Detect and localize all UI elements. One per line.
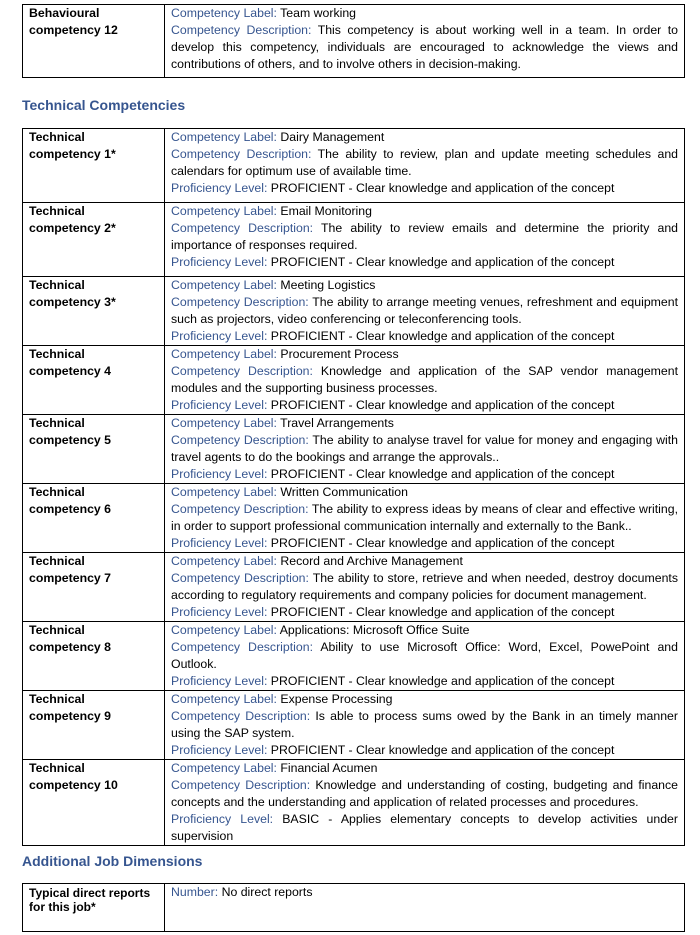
competency-name: Behavioural competency 12 [23,5,165,78]
proficiency-level-line [171,180,678,197]
competency-label-line [171,691,678,708]
description-key: Competency Description: [171,640,313,654]
proficiency-key: Proficiency Level: [171,674,268,688]
competency-description-value: The ability to express ideas by means of clear and effective writing, in order to support professional communication internally and externally to the Bank.. [171,502,679,533]
dimension-details [165,884,685,932]
proficiency-key: Proficiency Level: [171,605,268,619]
competency-description-line [171,220,678,254]
proficiency-level-value: PROFICIENT - Clear knowledge and application of the concept [270,329,615,343]
competency-name: Technical competency 10 [23,760,165,846]
proficiency-level-line [171,604,678,621]
description-key: Competency Description: [171,23,312,37]
competency-label-value: Meeting Logistics [280,278,376,292]
competency-details [165,760,685,846]
proficiency-key: Proficiency Level: [171,181,268,195]
competency-description-value: The ability to store, retrieve and when needed, destroy documents according to regulatory requirements and company policies for document management. [171,571,678,602]
competency-label-line [171,346,678,363]
label-key: Competency Label: [171,204,277,218]
technical-competencies-heading: Technical Competencies [22,97,186,113]
label-key: Competency Label: [171,554,277,568]
table-row [23,760,685,846]
behavioural-competency-table [22,4,685,78]
proficiency-level-line [171,811,678,845]
description-key: Competency Description: [171,571,309,585]
competency-label-value: Procurement Process [280,347,399,361]
competency-details [165,553,685,622]
technical-competencies-table [22,128,685,846]
table-row [23,129,685,203]
competency-details [165,691,685,760]
competency-description-value: This competency is about working well in a team. In order to develop this competency, individuals are encouraged to acknowledge the views and contributions of others, and to involve others in decision-making. [171,23,678,71]
competency-description-value: Ability to use Microsoft Office: Word, Excel, PowePoint and Outlook. [171,640,678,671]
description-key: Competency Description: [171,147,312,161]
competency-name: Technical competency 7 [23,553,165,622]
description-key: Competency Description: [171,433,309,447]
proficiency-key: Proficiency Level: [171,329,268,343]
label-key: Competency Label: [171,278,277,292]
competency-details [165,622,685,691]
competency-details [165,203,685,277]
proficiency-level-value: PROFICIENT - Clear knowledge and application of the concept [270,536,615,550]
description-key: Competency Description: [171,502,309,516]
competency-description-value: Knowledge and understanding of costing, budgeting and finance concepts and the understanding and application of related processes and procedures. [171,778,678,809]
description-key: Competency Description: [171,364,313,378]
competency-details [165,346,685,415]
competency-description-line [171,501,678,535]
competency-name: Technical competency 6 [23,484,165,553]
proficiency-level-value: PROFICIENT - Clear knowledge and application of the concept [270,674,615,688]
table-row [23,622,685,691]
competency-name: Technical competency 4 [23,346,165,415]
competency-label-value: Expense Processing [280,692,393,706]
competency-label-line [171,760,678,777]
competency-label-line [171,203,678,220]
competency-description-line [171,432,678,466]
competency-details [165,484,685,553]
competency-name: Technical competency 2* [23,203,165,277]
proficiency-level-value: PROFICIENT - Clear knowledge and application of the concept [270,467,615,481]
label-key: Competency Label: [171,416,277,430]
proficiency-level-value: BASIC - Applies elementary concepts to develop activities under supervision [171,812,678,843]
table-row [23,346,685,415]
table-row [23,691,685,760]
additional-job-dimensions-heading: Additional Job Dimensions [22,853,203,869]
competency-name: Technical competency 9 [23,691,165,760]
label-key: Competency Label: [171,485,277,499]
proficiency-key: Proficiency Level: [171,812,274,826]
proficiency-key: Proficiency Level: [171,536,268,550]
proficiency-level-line [171,397,678,414]
competency-description-line [171,363,678,397]
table-row [23,553,685,622]
competency-description-line [171,777,678,811]
proficiency-key: Proficiency Level: [171,255,268,269]
competency-description-value: Is able to process sums owed by the Bank in an timely manner using the SAP system. [171,709,678,740]
competency-label-value: Travel Arrangements [280,416,394,430]
description-key: Competency Description: [171,295,309,309]
direct-reports-value: No direct reports [221,885,313,899]
competency-label-value: Applications: Microsoft Office Suite [279,623,470,637]
proficiency-level-line [171,535,678,552]
proficiency-key: Proficiency Level: [171,467,268,481]
proficiency-level-value: PROFICIENT - Clear knowledge and application of the concept [270,255,615,269]
competency-description-value: The ability to review, plan and update meeting schedules and calendars for optimum use of available time. [171,147,678,178]
competency-details [165,277,685,346]
competency-details [165,5,685,78]
proficiency-level-line [171,742,678,759]
competency-label-line [171,129,678,146]
proficiency-level-value: PROFICIENT - Clear knowledge and application of the concept [270,398,615,412]
competency-label-line [171,277,678,294]
competency-name: Technical competency 3* [23,277,165,346]
table-row [23,5,685,78]
competency-label-value: Written Communication [280,485,408,499]
competency-description-line [171,22,678,73]
competency-name: Technical competency 8 [23,622,165,691]
competency-label-value: Record and Archive Management [280,554,463,568]
additional-dimensions-table [22,883,685,932]
table-row [23,277,685,346]
competency-label-value: Team working [280,6,357,20]
competency-description-line [171,708,678,742]
competency-label-line [171,5,678,22]
competency-description-line [171,639,678,673]
proficiency-level-value: PROFICIENT - Clear knowledge and application of the concept [270,181,615,195]
dimension-name: Typical direct reports for this job* [23,884,165,932]
proficiency-level-line [171,254,678,271]
competency-description-line [171,570,678,604]
table-row [23,484,685,553]
competency-label-value: Email Monitoring [280,204,372,218]
competency-description-value: The ability to review emails and determine the priority and importance of responses required. [171,221,679,252]
description-key: Competency Description: [171,778,311,792]
competency-details [165,129,685,203]
competency-description-value: The ability to analyse travel for value for money and engaging with travel agents to do the bookings and arrange the approvals.. [171,433,678,464]
proficiency-level-value: PROFICIENT - Clear knowledge and application of the concept [270,743,615,757]
competency-label-line [171,484,678,501]
number-key: Number: [171,885,219,899]
competency-label-value: Dairy Management [280,130,385,144]
competency-label-value: Financial Acumen [280,761,378,775]
competency-description-line [171,146,678,180]
label-key: Competency Label: [171,761,277,775]
competency-name: Technical competency 1* [23,129,165,203]
proficiency-level-line [171,466,678,483]
competency-label-line [171,622,678,639]
description-key: Competency Description: [171,221,314,235]
label-key: Competency Label: [171,130,277,144]
technical-competencies-body [23,129,685,846]
label-key: Competency Label: [171,6,277,20]
table-row [23,203,685,277]
proficiency-key: Proficiency Level: [171,743,268,757]
proficiency-key: Proficiency Level: [171,398,268,412]
competency-details [165,415,685,484]
competency-label-line [171,553,678,570]
table-row [23,415,685,484]
description-key: Competency Description: [171,709,311,723]
competency-description-value: Knowledge and application of the SAP vendor management modules and the supporting business processes. [171,364,679,395]
label-key: Competency Label: [171,347,277,361]
competency-label-line [171,415,678,432]
competency-name: Technical competency 5 [23,415,165,484]
competency-description-value: The ability to arrange meeting venues, refreshment and equipment such as projectors, video conferencing or teleconferencing tools. [171,295,678,326]
proficiency-level-line [171,328,678,345]
label-key: Competency Label: [171,623,277,637]
table-row [23,884,685,932]
proficiency-level-value: PROFICIENT - Clear knowledge and application of the concept [270,605,615,619]
label-key: Competency Label: [171,692,277,706]
competency-description-line [171,294,678,328]
proficiency-level-line [171,673,678,690]
